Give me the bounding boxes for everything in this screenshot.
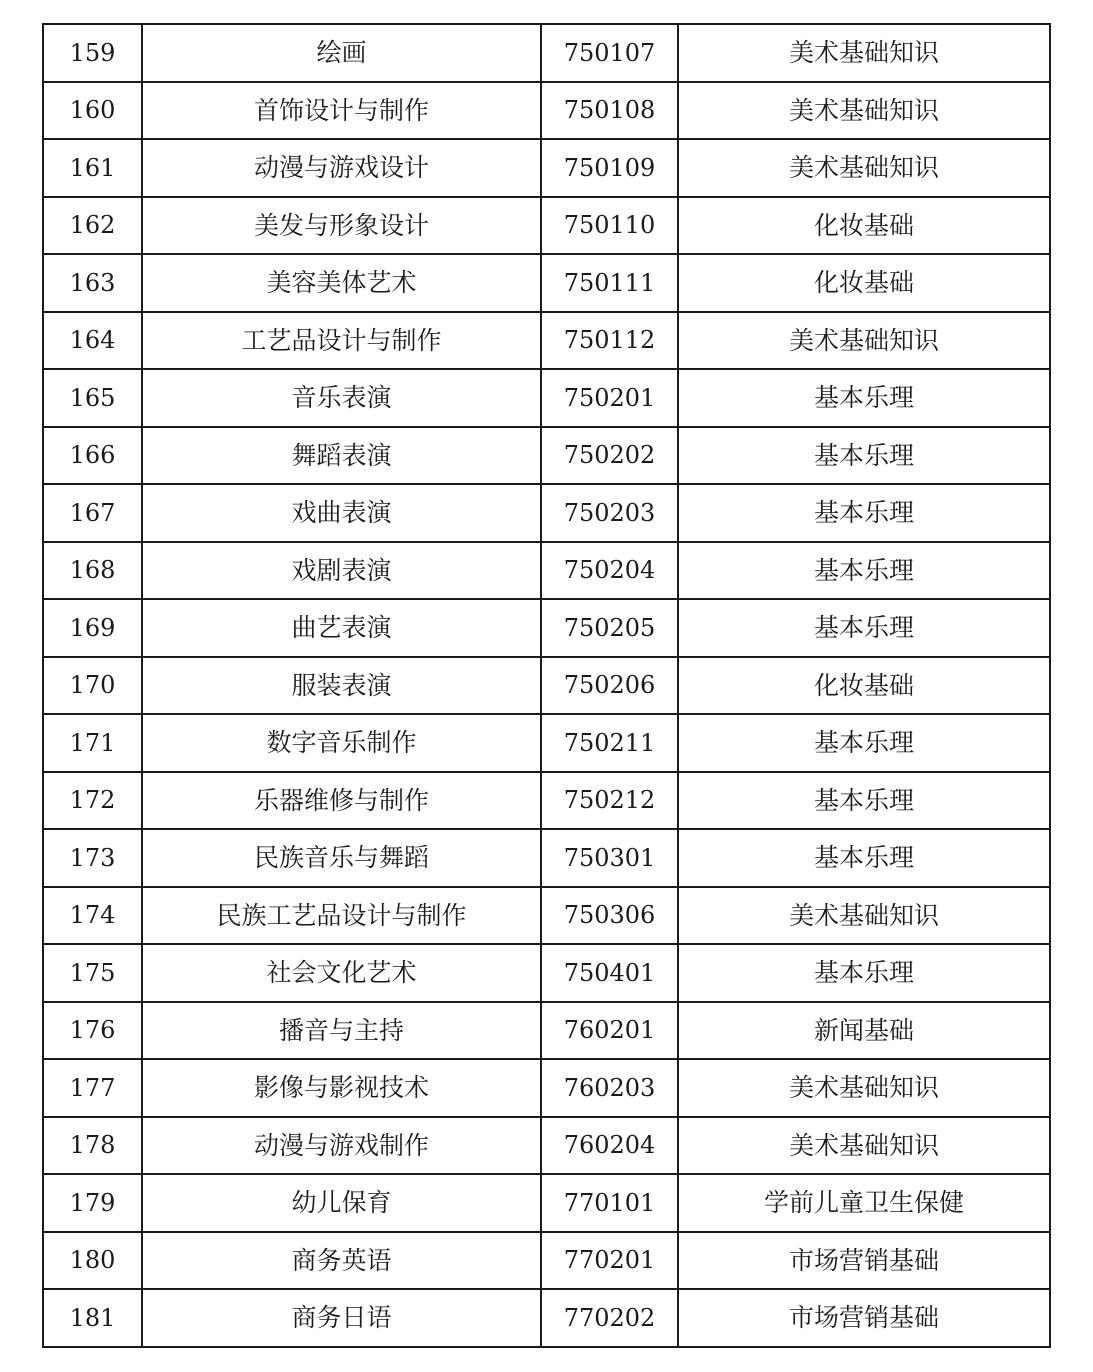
major-name-cell: 舞蹈表演 bbox=[142, 427, 541, 485]
exam-subject-cell: 基本乐理 bbox=[678, 427, 1050, 485]
exam-subject-cell: 美术基础知识 bbox=[678, 139, 1050, 197]
major-code-cell: 750110 bbox=[541, 197, 678, 255]
table-row bbox=[43, 1174, 1050, 1232]
table-row bbox=[43, 254, 1050, 312]
major-name-cell: 美发与形象设计 bbox=[142, 197, 541, 255]
major-code-cell: 750201 bbox=[541, 369, 678, 427]
table-row bbox=[43, 197, 1050, 255]
major-name-cell: 影像与影视技术 bbox=[142, 1059, 541, 1117]
major-name-cell: 工艺品设计与制作 bbox=[142, 312, 541, 370]
exam-subject-cell: 基本乐理 bbox=[678, 599, 1050, 657]
table-row bbox=[43, 82, 1050, 140]
exam-subject-cell: 基本乐理 bbox=[678, 714, 1050, 772]
major-code-cell: 750112 bbox=[541, 312, 678, 370]
table-row bbox=[43, 1059, 1050, 1117]
exam-subject-cell: 美术基础知识 bbox=[678, 887, 1050, 945]
major-code-cell: 750211 bbox=[541, 714, 678, 772]
row-number-cell: 165 bbox=[43, 369, 142, 427]
row-number-cell: 177 bbox=[43, 1059, 142, 1117]
major-name-cell: 乐器维修与制作 bbox=[142, 772, 541, 830]
major-name-cell: 民族音乐与舞蹈 bbox=[142, 829, 541, 887]
major-code-cell: 750306 bbox=[541, 887, 678, 945]
major-code-cell: 750206 bbox=[541, 657, 678, 715]
major-name-cell: 戏曲表演 bbox=[142, 484, 541, 542]
major-name-cell: 商务英语 bbox=[142, 1232, 541, 1290]
table-row bbox=[43, 24, 1050, 82]
major-code-cell: 750108 bbox=[541, 82, 678, 140]
row-number-cell: 174 bbox=[43, 887, 142, 945]
table-row bbox=[43, 542, 1050, 600]
row-number-cell: 169 bbox=[43, 599, 142, 657]
exam-subject-cell: 市场营销基础 bbox=[678, 1232, 1050, 1290]
major-code-cell: 750205 bbox=[541, 599, 678, 657]
major-code-cell: 770101 bbox=[541, 1174, 678, 1232]
row-number-cell: 178 bbox=[43, 1117, 142, 1175]
row-number-cell: 164 bbox=[43, 312, 142, 370]
row-number-cell: 162 bbox=[43, 197, 142, 255]
row-number-cell: 181 bbox=[43, 1289, 142, 1347]
row-number-cell: 160 bbox=[43, 82, 142, 140]
table-row bbox=[43, 599, 1050, 657]
table-row bbox=[43, 829, 1050, 887]
table-row bbox=[43, 427, 1050, 485]
table-row bbox=[43, 1117, 1050, 1175]
row-number-cell: 172 bbox=[43, 772, 142, 830]
table-row bbox=[43, 887, 1050, 945]
row-number-cell: 168 bbox=[43, 542, 142, 600]
major-code-cell: 750212 bbox=[541, 772, 678, 830]
major-code-cell: 770202 bbox=[541, 1289, 678, 1347]
exam-subject-cell: 化妆基础 bbox=[678, 657, 1050, 715]
major-code-cell: 760203 bbox=[541, 1059, 678, 1117]
table-row bbox=[43, 657, 1050, 715]
exam-subject-cell: 美术基础知识 bbox=[678, 1059, 1050, 1117]
major-table bbox=[42, 23, 1051, 1348]
table-body bbox=[43, 24, 1050, 1347]
table-row bbox=[43, 369, 1050, 427]
row-number-cell: 166 bbox=[43, 427, 142, 485]
table-row bbox=[43, 714, 1050, 772]
major-code-cell: 750107 bbox=[541, 24, 678, 82]
exam-subject-cell: 基本乐理 bbox=[678, 542, 1050, 600]
major-name-cell: 数字音乐制作 bbox=[142, 714, 541, 772]
major-name-cell: 幼儿保育 bbox=[142, 1174, 541, 1232]
exam-subject-cell: 美术基础知识 bbox=[678, 312, 1050, 370]
table-row bbox=[43, 139, 1050, 197]
table-row bbox=[43, 1232, 1050, 1290]
major-code-cell: 750109 bbox=[541, 139, 678, 197]
major-code-cell: 750401 bbox=[541, 944, 678, 1002]
major-code-cell: 760204 bbox=[541, 1117, 678, 1175]
major-name-cell: 曲艺表演 bbox=[142, 599, 541, 657]
row-number-cell: 159 bbox=[43, 24, 142, 82]
row-number-cell: 176 bbox=[43, 1002, 142, 1060]
exam-subject-cell: 新闻基础 bbox=[678, 1002, 1050, 1060]
exam-subject-cell: 基本乐理 bbox=[678, 944, 1050, 1002]
exam-subject-cell: 基本乐理 bbox=[678, 772, 1050, 830]
major-name-cell: 商务日语 bbox=[142, 1289, 541, 1347]
row-number-cell: 171 bbox=[43, 714, 142, 772]
exam-subject-cell: 基本乐理 bbox=[678, 369, 1050, 427]
exam-subject-cell: 美术基础知识 bbox=[678, 82, 1050, 140]
row-number-cell: 170 bbox=[43, 657, 142, 715]
exam-subject-cell: 美术基础知识 bbox=[678, 24, 1050, 82]
exam-subject-cell: 市场营销基础 bbox=[678, 1289, 1050, 1347]
row-number-cell: 180 bbox=[43, 1232, 142, 1290]
major-code-cell: 750301 bbox=[541, 829, 678, 887]
exam-subject-cell: 美术基础知识 bbox=[678, 1117, 1050, 1175]
row-number-cell: 161 bbox=[43, 139, 142, 197]
major-name-cell: 动漫与游戏制作 bbox=[142, 1117, 541, 1175]
table-row bbox=[43, 1289, 1050, 1347]
row-number-cell: 179 bbox=[43, 1174, 142, 1232]
row-number-cell: 163 bbox=[43, 254, 142, 312]
major-name-cell: 美容美体艺术 bbox=[142, 254, 541, 312]
major-name-cell: 绘画 bbox=[142, 24, 541, 82]
exam-subject-cell: 学前儿童卫生保健 bbox=[678, 1174, 1050, 1232]
major-name-cell: 戏剧表演 bbox=[142, 542, 541, 600]
exam-subject-cell: 基本乐理 bbox=[678, 829, 1050, 887]
table-row bbox=[43, 312, 1050, 370]
major-code-cell: 760201 bbox=[541, 1002, 678, 1060]
row-number-cell: 167 bbox=[43, 484, 142, 542]
major-code-cell: 770201 bbox=[541, 1232, 678, 1290]
major-code-cell: 750204 bbox=[541, 542, 678, 600]
major-code-cell: 750202 bbox=[541, 427, 678, 485]
exam-subject-cell: 化妆基础 bbox=[678, 197, 1050, 255]
table-row bbox=[43, 1002, 1050, 1060]
major-code-cell: 750203 bbox=[541, 484, 678, 542]
exam-subject-cell: 化妆基础 bbox=[678, 254, 1050, 312]
row-number-cell: 175 bbox=[43, 944, 142, 1002]
major-name-cell: 音乐表演 bbox=[142, 369, 541, 427]
major-name-cell: 首饰设计与制作 bbox=[142, 82, 541, 140]
major-name-cell: 民族工艺品设计与制作 bbox=[142, 887, 541, 945]
major-name-cell: 动漫与游戏设计 bbox=[142, 139, 541, 197]
major-name-cell: 社会文化艺术 bbox=[142, 944, 541, 1002]
table-row bbox=[43, 772, 1050, 830]
table-row bbox=[43, 484, 1050, 542]
row-number-cell: 173 bbox=[43, 829, 142, 887]
major-code-cell: 750111 bbox=[541, 254, 678, 312]
table-row bbox=[43, 944, 1050, 1002]
exam-subject-cell: 基本乐理 bbox=[678, 484, 1050, 542]
major-name-cell: 服装表演 bbox=[142, 657, 541, 715]
major-name-cell: 播音与主持 bbox=[142, 1002, 541, 1060]
